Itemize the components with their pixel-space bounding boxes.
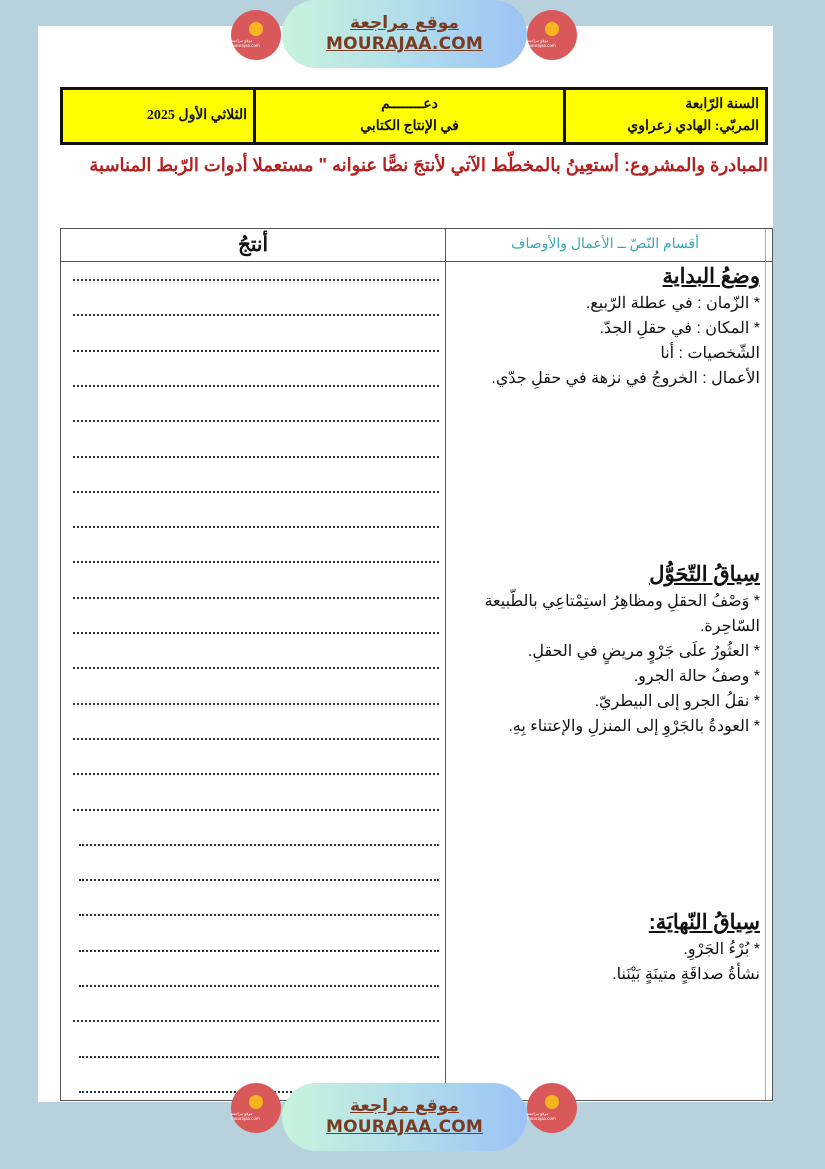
section-ending bbox=[450, 909, 760, 987]
site-logo-badge-left: موقع مراجعة mourajaa.com bbox=[231, 10, 281, 60]
site-logo-badge-right-bottom: موقع مراجعة mourajaa.com bbox=[527, 1083, 577, 1133]
section-line: * الزّمان : في عطلة الرّبيع. bbox=[585, 295, 760, 312]
section-line: * نقلُ الجرو إلى البيطريّ. bbox=[594, 693, 760, 710]
answer-line[interactable] bbox=[73, 491, 439, 493]
answer-line[interactable] bbox=[73, 279, 439, 281]
worksheet-header-table bbox=[60, 87, 768, 145]
answer-line[interactable] bbox=[79, 1056, 439, 1058]
site-banner-top[interactable] bbox=[282, 0, 527, 68]
section-line: * العثُورُ علَى جَرْوٍ مريضٍ في الحقلِ. bbox=[527, 643, 760, 660]
answer-line[interactable] bbox=[79, 914, 439, 916]
site-banner-bottom[interactable] bbox=[282, 1083, 527, 1151]
answer-line[interactable] bbox=[73, 456, 439, 458]
header-divider bbox=[61, 261, 772, 262]
logo-icon bbox=[545, 1095, 559, 1109]
section-line: نشأةُ صداقَةٍ متينَةٍ بَيْنَنا. bbox=[612, 966, 760, 983]
answer-line[interactable] bbox=[79, 879, 439, 881]
answer-line[interactable] bbox=[73, 420, 439, 422]
answer-line[interactable] bbox=[73, 314, 439, 316]
right-edge-line bbox=[765, 229, 766, 1100]
header-term-cell bbox=[63, 90, 253, 142]
site-name-english: MOURAJAA.COM bbox=[325, 34, 484, 54]
section-line: الشّخصيات : أنا bbox=[660, 345, 760, 362]
subject-line-1: دعــــــــم bbox=[381, 97, 438, 112]
answer-line[interactable] bbox=[79, 844, 439, 846]
section-line: * العودةُ بالجَرْوِ إلى المنزلِ والإعتناء بِهِ. bbox=[508, 718, 760, 735]
answer-line[interactable] bbox=[73, 809, 439, 811]
section-transition bbox=[450, 561, 760, 739]
site-name-english: MOURAJAA.COM bbox=[325, 1117, 484, 1137]
column-divider bbox=[445, 229, 446, 1100]
section-title: وضعُ البداية bbox=[662, 265, 760, 288]
header-subject-cell bbox=[253, 90, 563, 142]
section-line: * وَصْفُ الحقلِ ومظاهِرُ استِمْتاعِي بالطّبيعة bbox=[484, 593, 760, 610]
section-line: * وصفُ حالة الجرو. bbox=[633, 668, 760, 685]
answer-line[interactable] bbox=[73, 632, 439, 634]
answer-line[interactable] bbox=[73, 526, 439, 528]
site-name-arabic: موقع مراجعة bbox=[350, 13, 459, 33]
answer-line[interactable] bbox=[73, 738, 439, 740]
logo-icon bbox=[249, 22, 263, 36]
answer-line[interactable] bbox=[73, 773, 439, 775]
section-line: الأعمال : الخروجُ في نزهة في حقلِ جدّي. bbox=[491, 370, 760, 387]
answer-line[interactable] bbox=[79, 950, 439, 952]
answer-line[interactable] bbox=[73, 667, 439, 669]
subject-line-2: في الإنتاج الكتابي bbox=[360, 119, 459, 134]
answer-line[interactable] bbox=[73, 703, 439, 705]
writing-plan-table bbox=[60, 228, 773, 1101]
section-beginning bbox=[450, 263, 760, 391]
site-logo-badge-right: موقع مراجعة mourajaa.com bbox=[527, 10, 577, 60]
answer-line[interactable] bbox=[73, 350, 439, 352]
section-line: السّاحِرة. bbox=[699, 618, 760, 635]
answer-line[interactable] bbox=[79, 985, 439, 987]
produce-column-header: أنتجُ bbox=[237, 234, 269, 256]
logo-icon bbox=[545, 22, 559, 36]
site-name-arabic: موقع مراجعة bbox=[350, 1096, 459, 1116]
answer-line[interactable] bbox=[73, 597, 439, 599]
header-grade-cell bbox=[563, 90, 765, 142]
grade-label: السنة الرّابعة bbox=[685, 97, 759, 112]
answer-line[interactable] bbox=[73, 1020, 439, 1022]
answer-line[interactable] bbox=[73, 561, 439, 563]
answer-line[interactable] bbox=[73, 385, 439, 387]
teacher-label: المربّي: الهادي زعراوي bbox=[627, 119, 759, 134]
term-label: الثلاثي الأول 2025 bbox=[146, 108, 247, 123]
section-title: سِياقُ التّحَوُّل bbox=[649, 563, 760, 586]
plan-column-header: أقسام النّصّ ــ الأعمال والأوصاف bbox=[510, 235, 700, 251]
section-line: * المكان : في حقلِ الجدّ. bbox=[599, 320, 760, 337]
task-instruction: المبادرة والمشروع: أستعِينُ بالمخطّط الآتي لأنتجَ نصًّا عنوانه " مستعملا أدوات الرّبط المناسبة bbox=[89, 155, 768, 175]
site-logo-badge-left-bottom: موقع مراجعة mourajaa.com bbox=[231, 1083, 281, 1133]
section-line: * بُرْءُ الجَرْوِ. bbox=[683, 941, 760, 958]
section-title: سِياقُ النّهايَة: bbox=[648, 911, 760, 934]
logo-icon bbox=[249, 1095, 263, 1109]
